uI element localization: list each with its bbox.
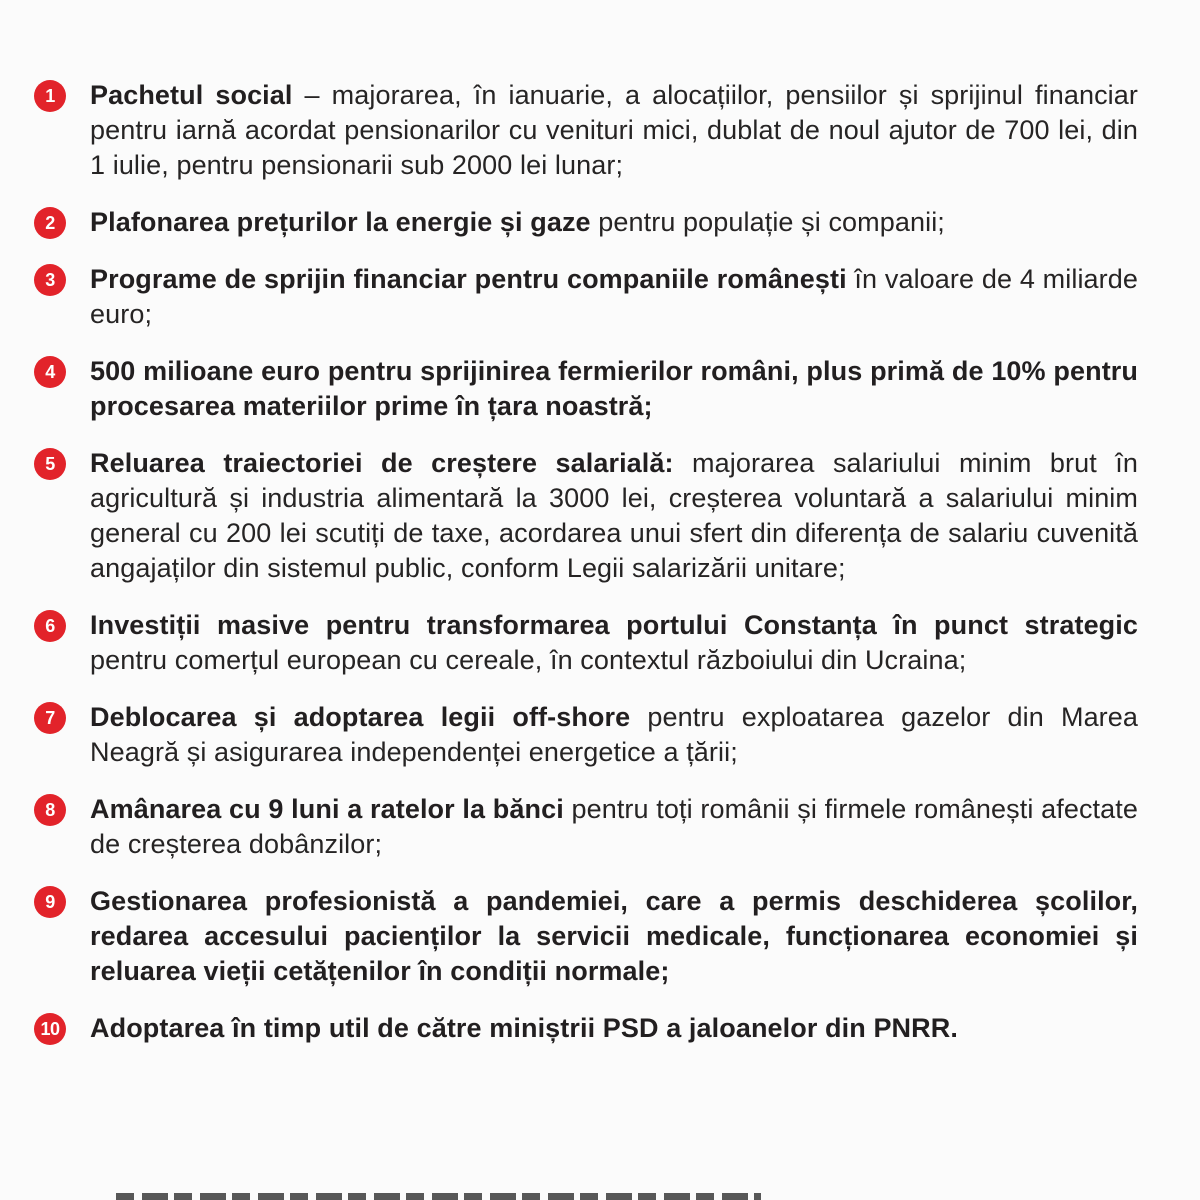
item-number-badge: 5	[34, 448, 66, 480]
item-lead-bold: Deblocarea și adoptarea legii off-shore	[90, 702, 631, 732]
list-item	[34, 1011, 1142, 1046]
cropped-text-remnant	[116, 1193, 761, 1200]
item-text	[90, 262, 1138, 332]
item-rest-text: – majorarea, în ianuarie, a alocațiilor, pensiilor și sprijinul financiar pentru iarnă acordat pensionarilor cu venituri mici, dublat de noul ajutor de 700 lei, din 1 iulie, pentru pensionarii sub 2000 lei lunar;	[90, 80, 1138, 180]
list-item	[34, 446, 1142, 586]
item-rest-text: pentru toți românii și firmele românești afectate de creșterea dobânzilor;	[90, 794, 1138, 859]
item-lead-bold: Pachetul social	[90, 80, 293, 110]
numbered-list	[34, 78, 1142, 1068]
item-number-badge: 1	[34, 80, 66, 112]
list-item	[34, 262, 1142, 332]
item-text	[90, 1011, 1138, 1046]
item-lead-bold: Programe de sprijin financiar pentru companiile românești	[90, 264, 847, 294]
list-item	[34, 792, 1142, 862]
item-number-badge: 8	[34, 794, 66, 826]
item-lead-bold: Adoptarea în timp util de către miniștrii PSD a jaloanelor din PNRR.	[90, 1013, 958, 1043]
item-text	[90, 884, 1138, 989]
item-number-badge: 2	[34, 207, 66, 239]
item-number-badge: 4	[34, 356, 66, 388]
item-number-badge: 6	[34, 610, 66, 642]
list-item	[34, 884, 1142, 989]
item-text	[90, 354, 1138, 424]
item-rest-text: în valoare de 4 miliarde euro;	[90, 264, 1139, 329]
item-text	[90, 700, 1138, 770]
item-lead-bold: Investiții masive pentru transformarea portului Constanța în punct strategic	[90, 610, 1138, 640]
item-rest-text: pentru exploatarea gazelor din Marea Neagră și asigurarea independenței energetice a țării;	[90, 702, 1139, 767]
item-rest-text: pentru comerțul european cu cereale, în contextul războiului din Ucraina;	[90, 645, 967, 675]
item-text	[90, 446, 1138, 586]
item-lead-bold: Gestionarea profesionistă a pandemiei, care a permis deschiderea școlilor, redarea accesului pacienților la servicii medicale, funcționarea economiei și reluarea vieții cetățenilor în condiții normale;	[90, 886, 1138, 986]
item-text	[90, 792, 1138, 862]
item-number-badge: 10	[34, 1013, 66, 1045]
item-lead-bold: Reluarea traiectoriei de creștere salarială:	[90, 448, 674, 478]
list-item	[34, 205, 1142, 240]
item-rest-text: majorarea salariului minim brut în agricultură și industria alimentară la 3000 lei, creșterea voluntară a salariului minim general cu 200 lei scutiți de taxe, acordarea unui sfert din diferența de salariu cuvenită angajaților din sistemul public, conform Legii salarizării unitare;	[90, 448, 1138, 583]
list-item	[34, 700, 1142, 770]
item-number-badge: 3	[34, 264, 66, 296]
item-text	[90, 608, 1138, 678]
item-number-badge: 7	[34, 702, 66, 734]
item-number-badge: 9	[34, 886, 66, 918]
item-text	[90, 205, 1138, 240]
item-lead-bold: Amânarea cu 9 luni a ratelor la bănci	[90, 794, 564, 824]
list-item	[34, 78, 1142, 183]
item-text	[90, 78, 1138, 183]
item-lead-bold: Plafonarea prețurilor la energie și gaze	[90, 207, 591, 237]
item-lead-bold: 500 milioane euro pentru sprijinirea fermierilor români, plus primă de 10% pentru procesarea materiilor prime în țara noastră;	[90, 356, 1138, 421]
list-item	[34, 608, 1142, 678]
list-item	[34, 354, 1142, 424]
item-rest-text: pentru populație și companii;	[590, 207, 945, 237]
